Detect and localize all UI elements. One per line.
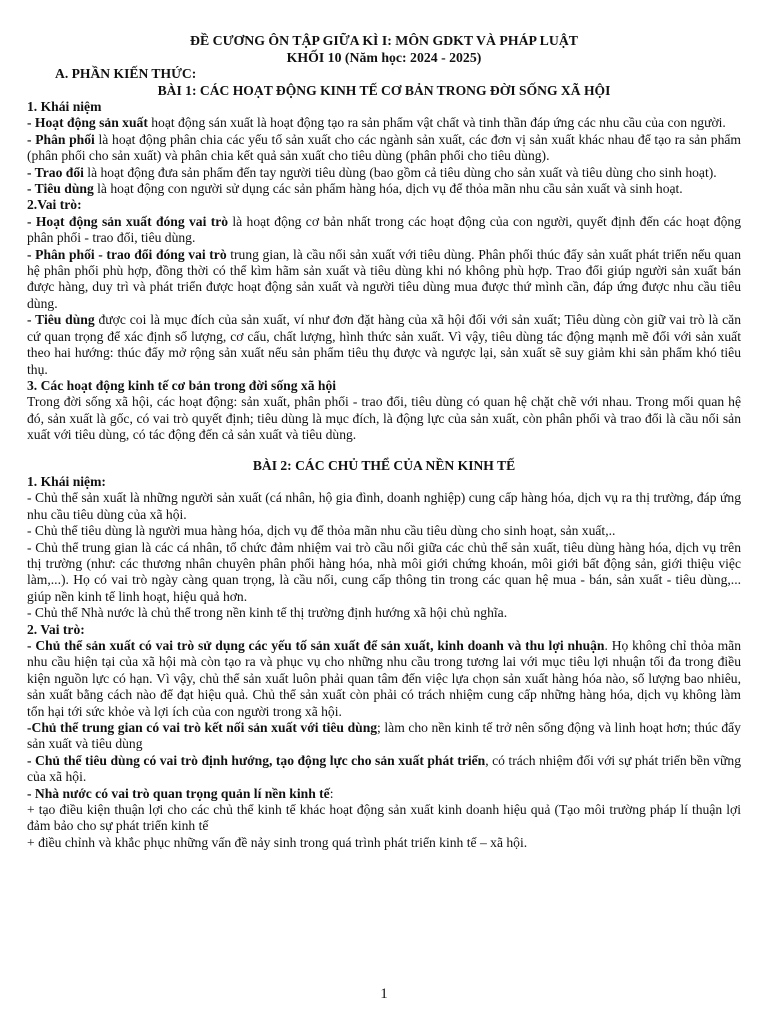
definition: là hoạt động cơ bản nhất trong các hoạt động của con người, quyết định đến các hoạt động phân phối - trao đổi, tiêu dùng. <box>27 213 741 246</box>
term: - Hoạt động sản xuất <box>27 115 148 131</box>
definition: hoạt động sán xuất là hoạt động tạo ra sản phẩm vật chất và tinh thần đáp ứng các nhu cầu của con người. <box>147 115 726 131</box>
lesson1-paragraph <box>27 181 741 197</box>
definition: . Họ không chỉ thỏa mãn nhu cầu hiện tại của xã hội mà còn tạo ra và phục vụ cho những nhu cầu trong tương lai với mục tiêu lợi nhuận tối đa trong điều kiện nguồn lực có hạn. Vì vậy, chủ thể sản xuất luôn phải quan tâm đến việc lựa chọn sản xuất hàng hóa nào, số lượng bao nhiêu, sản xuất bằng cách nào để đạt hiệu quả. Chủ thể sản xuất còn phải có trách nhiệm cung cấp những hàng hóa, dịch vụ không làm tổn hại tới sức khỏe và lợi ích của con người trong xã hội. <box>27 638 741 719</box>
lesson2-paragraph: - Chủ thể tiêu dùng là người mua hàng hóa, dịch vụ để thỏa mãn nhu cầu tiêu dùng cho sinh hoạt, sản xuất,.. <box>27 523 616 539</box>
definition: trung gian, là cầu nối sản xuất với tiêu dùng. Phân phối thúc đẩy sản xuất phát triển nếu quan hệ phân phối phù hợp, đồng thời có thể kìm hãm sản xuất và tiêu dùng khi nó không phù hợp. Trao đổi giúp người sản xuất bán được hàng, duy trì và phát triển được hoạt động sản xuất và người tiêu dùng mua được thứ mình cần, đáp ứng được nhu cầu tiêu dùng. <box>27 246 741 311</box>
lesson2-paragraph: + điều chỉnh và khắc phục những vấn đề nảy sinh trong quá trình phát triển kinh tế – xã hội. <box>27 834 528 850</box>
document-subtitle: KHỐI 10 (Năm học: 2024 - 2025) <box>286 49 482 65</box>
lesson2-title: BÀI 2: CÁC CHỦ THỂ CỦA NỀN KINH TẾ <box>252 457 516 473</box>
lesson2-section2-heading: 2. Vai trò: <box>27 621 85 637</box>
term: - Chủ thể sản xuất có vai trò sử dụng các yếu tố sản xuất để sản xuất, kinh doanh và thu lợi nhuận <box>27 638 605 653</box>
lesson2-section1-heading: 1. Khái niệm: <box>27 473 106 489</box>
lesson1-paragraph <box>27 214 741 247</box>
lesson1-paragraph <box>27 132 741 165</box>
lesson1-paragraph <box>27 115 741 131</box>
page-number: 1 <box>380 986 388 1002</box>
definition: : <box>329 785 334 801</box>
term: - Phân phối <box>27 131 95 147</box>
lesson1-section3-heading: 3. Các hoạt động kinh tế cơ bản trong đời sống xã hội <box>27 377 337 393</box>
term: - Tiêu dùng <box>27 181 94 197</box>
lesson1-title: BÀI 1: CÁC HOẠT ĐỘNG KINH TẾ CƠ BẢN TRONG ĐỜI SỐNG XÃ HỘI <box>157 82 611 98</box>
definition: là hoạt động đưa sản phẩm đến tay người tiêu dùng (bao gồm cả tiêu dùng cho sản xuất và tiêu dùng cho sinh hoạt). <box>83 164 717 180</box>
document-page <box>27 33 741 851</box>
part-a-heading: A. PHẦN KIẾN THỨC: <box>55 66 197 82</box>
lesson2-paragraph <box>27 786 741 802</box>
lesson1-section1-heading: 1. Khái niệm <box>27 99 102 114</box>
definition: là hoạt động con người sử dụng các sản phẩm hàng hóa, dịch vụ để thỏa mãn nhu cầu sản xuất và sinh hoạt. <box>93 181 683 197</box>
lesson2-paragraph: + tạo điều kiện thuận lợi cho các chủ thể kinh tế khác hoạt động sản xuất kinh doanh hiệu quả (Tạo môi trường pháp lí thuận lợi đảm bảo cho sự phát triển kinh tế <box>27 802 741 834</box>
lesson1-paragraph <box>27 247 741 313</box>
term: - Phân phối - trao đổi đóng vai trò <box>27 246 227 262</box>
lesson2-paragraph: - Chủ thể trung gian là các cá nhân, tổ chức đảm nhiệm vai trò cầu nối giữa các chủ thể sản xuất, tiêu dùng hàng hóa, dịch vụ trên thị trường (như: các thương nhân chuyên phân phối hàng hóa, nhà môi giới chứng khoán, môi giới bất động sản, giới thiệu việc làm,...). Họ có vai trò ngày càng quan trọng, là cầu nối, cung cấp thông tin trong các quan hệ mua - bán, sản xuất - tiêu dùng,... giúp nền kinh tế linh hoạt, hiệu quả hơn. <box>27 539 741 604</box>
term: - Hoạt động sản xuất đóng vai trò <box>27 213 229 229</box>
lesson2-paragraph <box>27 638 741 720</box>
lesson1-paragraph: Trong đời sống xã hội, các hoạt động: sản xuất, phân phối - trao đổi, tiêu dùng có quan hệ chặt chẽ với nhau. Trong mối quan hệ đó, sản xuất là gốc, có vai trò quyết định; tiêu dùng là mục đích, là động lực của sản xuất, còn phân phối và trao đổi là cầu nối sản xuất với tiêu dùng, có tác động đến cả sản xuất và tiêu dùng. <box>27 394 741 443</box>
document-title: ĐỀ CƯƠNG ÔN TẬP GIỮA KÌ I: MÔN GDKT VÀ PHÁP LUẬT <box>189 33 578 48</box>
term: - Trao đổi <box>27 164 84 180</box>
lesson2-paragraph <box>27 753 741 786</box>
lesson2-paragraph <box>27 720 741 753</box>
lesson2-paragraph: - Chủ thể sản xuất là những người sản xuất (cá nhân, hộ gia đình, doanh nghiệp) cung cấp hàng hóa, dịch vụ ra thị trường, đáp ứng nhu cầu tiêu dùng của xã hội. <box>27 490 741 522</box>
definition: , có trách nhiệm đối với sự phát triển bền vững của xã hội. <box>27 752 741 785</box>
term: - Tiêu dùng <box>27 312 95 328</box>
term: -Chủ thể trung gian có vai trò kết nối sản xuất với tiêu dùng <box>27 720 378 736</box>
lesson2-paragraph: - Chủ thể Nhà nước là chủ thể trong nền kinh tế thị trường định hướng xã hội chủ nghĩa. <box>27 605 508 621</box>
lesson1-paragraph <box>27 165 741 181</box>
lesson1-paragraph <box>27 312 741 378</box>
definition: là hoạt động phân chia các yếu tố sản xuất cho các ngành sản xuất, các đơn vị sản xuất khác nhau để tạo ra sản phẩm (phân phối cho sản xuất) và phân chia kết quả sản xuất cho tiêu dùng (phân phối cho tiêu dùng). <box>27 131 741 164</box>
definition: ; làm cho nền kinh tế trở nên sống động và linh hoạt hơn; thúc đẩy sản xuất và tiêu dùng <box>27 720 741 752</box>
term: - Chủ thể tiêu dùng có vai trò định hướng, tạo động lực cho sản xuất phát triển <box>27 752 486 768</box>
term: - Nhà nước có vai trò quan trọng quản lí nền kinh tế <box>27 785 330 801</box>
lesson1-section2-heading: 2.Vai trò: <box>27 197 82 213</box>
definition: được coi là mục đích của sản xuất, ví như đơn đặt hàng của xã hội đối với sản xuất; Tiêu dùng còn giữ vai trò là căn cứ quan trọng để xác định số lượng, cơ cấu, chất lượng, hình thức sản xuất. Vì vậy, tiêu dùng tác động mạnh mẽ đối với sản xuất theo hai hướng: thúc đẩy mở rộng sản xuất nếu sản phẩm tiêu thụ được và ngược lại, sản xuất sẽ suy giảm khi sản phẩm khó tiêu thụ. <box>27 312 741 377</box>
